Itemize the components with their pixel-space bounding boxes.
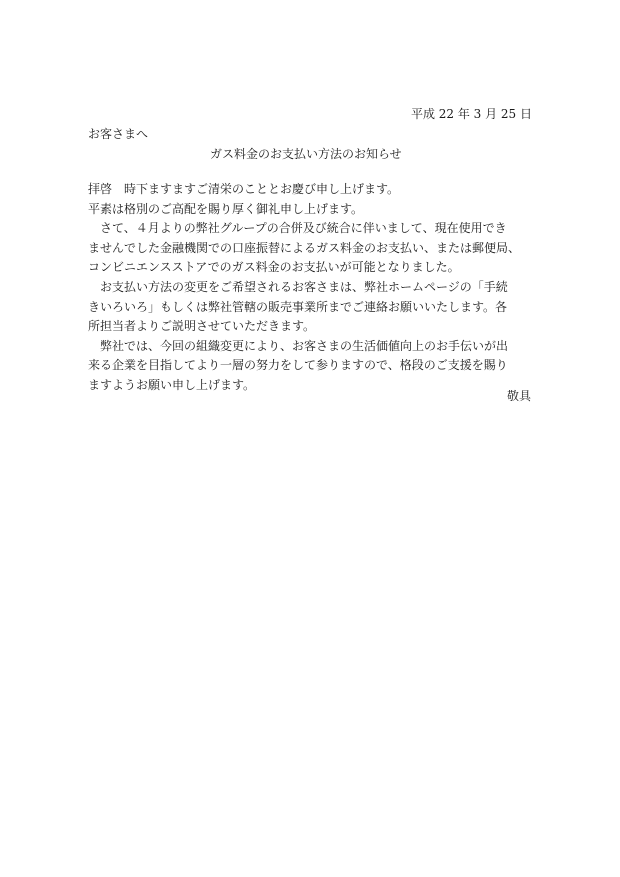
addressee: お客さまへ xyxy=(88,127,149,141)
closing-remark: 敬具 xyxy=(506,389,531,403)
body-line: さて、４月よりの弊社グループの合併及び統合に伴いまして、現在使用でき xyxy=(88,221,507,236)
document-title: ガス料金のお支払い方法のお知らせ xyxy=(210,147,402,161)
letter-body xyxy=(88,180,532,396)
document-date: 平成 22 年 3 月 25 日 xyxy=(410,107,532,121)
body-line: 拝啓 時下ますますご清栄のこととお慶び申し上げます。 xyxy=(88,182,400,196)
body-line: コンビニエンスストアでのガス料金のお支払いが可能となりました。 xyxy=(88,260,460,275)
body-line: ませんでした金融機関での口座振替によるガス料金のお支払い、または郵便局、 xyxy=(88,240,521,255)
body-line: ますようお願い申し上げます。 xyxy=(88,377,256,392)
body-line: 平素は格別のご高配を賜り厚く御礼申し上げます。 xyxy=(88,201,364,216)
body-line: お支払い方法の変更をご希望されるお客さまは、弊社ホームページの「手続 xyxy=(88,279,508,294)
body-line: 来る企業を目指してより一層の努力をして参りますので、格段のご支援を賜り xyxy=(88,358,508,373)
body-line: きいろいろ」もしくは弊社管轄の販売事業所までご連絡お願いいたします。各 xyxy=(88,299,508,314)
body-line: 所担当者よりご説明させていただきます。 xyxy=(88,319,316,334)
body-line: 弊社では、今回の組織変更により、お客さまの生活価値向上のお手伝いが出 xyxy=(88,338,509,353)
